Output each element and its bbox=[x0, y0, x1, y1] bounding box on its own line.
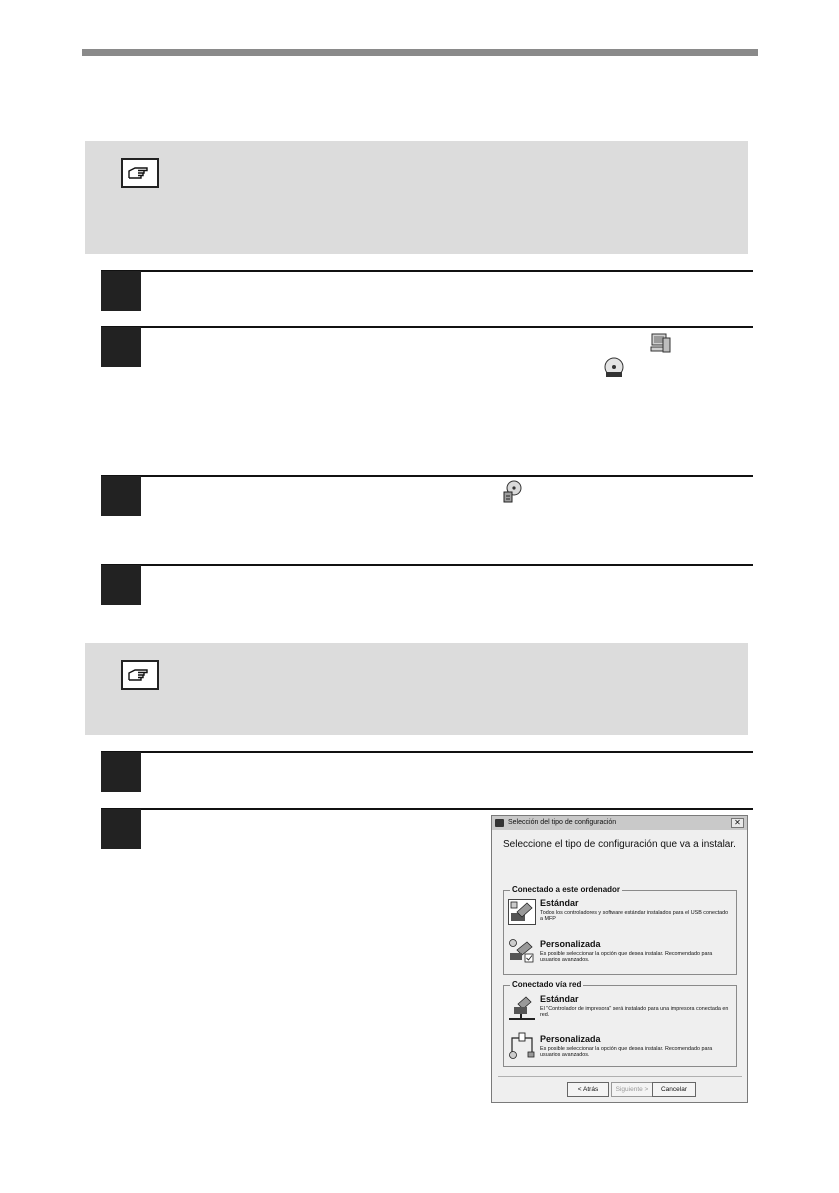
step-number-box bbox=[101, 327, 141, 367]
option-description: Es posible seleccionar la opción que desea instalar. Recomendado para usuarios avanzados. bbox=[540, 951, 713, 964]
option-title[interactable]: Personalizada bbox=[540, 1034, 601, 1044]
setup-type-dialog bbox=[491, 815, 748, 1103]
step-rule bbox=[101, 808, 753, 810]
pointing-hand-icon bbox=[121, 660, 159, 690]
standard-local-option-icon[interactable] bbox=[508, 899, 536, 925]
step-number-box bbox=[101, 752, 141, 792]
step-rule bbox=[101, 475, 753, 477]
option-description: El "Controlador de impresora" será instalado para una impresora conectada en red. bbox=[540, 1006, 729, 1019]
close-button[interactable]: ✕ bbox=[731, 818, 744, 828]
cancel-button[interactable]: Cancelar bbox=[652, 1082, 696, 1097]
back-button[interactable]: < Atrás bbox=[567, 1082, 609, 1097]
pointing-hand-icon bbox=[121, 158, 159, 188]
custom-network-option-icon[interactable] bbox=[508, 1030, 536, 1056]
option-title[interactable]: Estándar bbox=[540, 898, 579, 908]
option-title[interactable]: Estándar bbox=[540, 994, 579, 1004]
step-rule bbox=[101, 564, 753, 566]
cd-rom-icon bbox=[603, 357, 625, 384]
dialog-prompt: Seleccione el tipo de configuración que va a instalar. bbox=[503, 839, 736, 850]
my-computer-icon bbox=[650, 332, 672, 359]
step-number-box bbox=[101, 565, 141, 605]
group-label: Conectado vía red bbox=[512, 980, 582, 989]
top-rule bbox=[82, 49, 758, 56]
dialog-title-bar bbox=[492, 816, 747, 830]
standard-network-option-icon[interactable] bbox=[508, 994, 536, 1020]
option-description: Todos los controladores y software estándar instalados para el USB conectado a MFP bbox=[540, 910, 729, 923]
note-box bbox=[85, 141, 748, 254]
note-box bbox=[85, 643, 748, 735]
step-rule bbox=[101, 270, 753, 272]
custom-local-option-icon[interactable] bbox=[508, 938, 536, 964]
option-description: Es posible seleccionar la opción que desea instalar. Recomendado para usuarios avanzados. bbox=[540, 1046, 713, 1059]
group-label: Conectado a este ordenador bbox=[512, 885, 621, 894]
dialog-title: Selección del tipo de configuración bbox=[508, 819, 617, 826]
step-rule bbox=[101, 751, 753, 753]
step-rule bbox=[101, 326, 753, 328]
setup-icon bbox=[501, 480, 525, 509]
group-network bbox=[503, 980, 737, 1067]
app-icon bbox=[495, 819, 504, 827]
group-this-computer bbox=[503, 885, 737, 975]
step-number-box bbox=[101, 809, 141, 849]
step-number-box bbox=[101, 476, 141, 516]
step-number-box bbox=[101, 271, 141, 311]
next-button[interactable]: Siguiente > bbox=[611, 1082, 653, 1097]
option-title[interactable]: Personalizada bbox=[540, 939, 601, 949]
dialog-separator bbox=[498, 1076, 742, 1077]
